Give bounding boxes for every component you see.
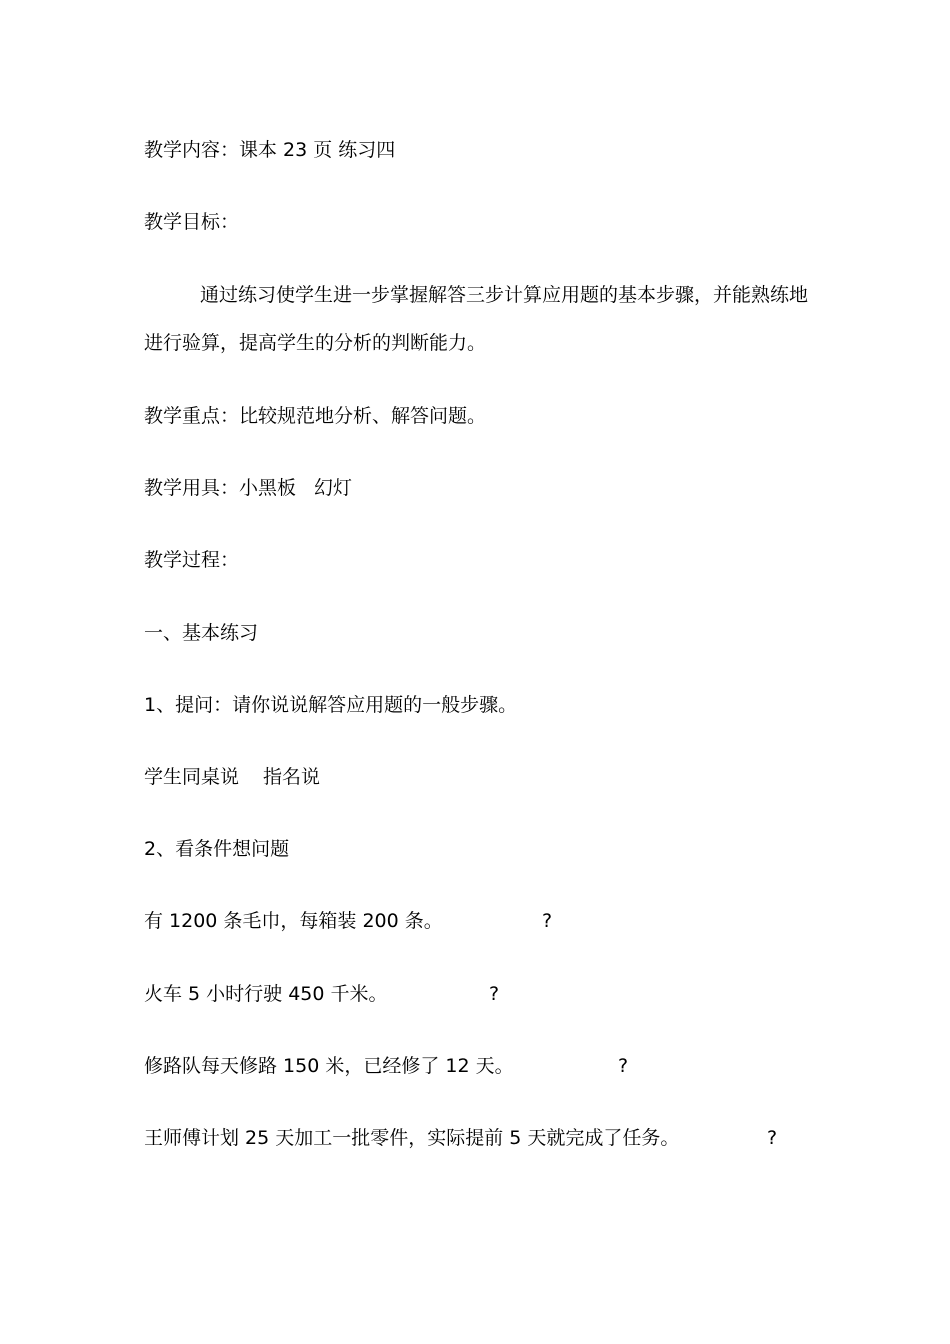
question-blank: ?: [767, 1127, 778, 1149]
section-heading: 一、基本练习: [144, 622, 259, 644]
teaching-tools: [144, 476, 352, 500]
exercise-item-1: 1、提问：请你说说解答应用题的一般步骤。: [144, 694, 518, 716]
followup-b: 指名说: [263, 766, 321, 788]
teaching-content: 教学内容：课本 23 页 练习四: [144, 139, 396, 161]
question-blank: ?: [542, 910, 553, 932]
tools-item: 幻灯: [314, 477, 353, 499]
process-heading: 教学过程：: [144, 549, 240, 571]
exercise-item-2: 2、看条件想问题: [144, 838, 290, 860]
objective-text-line-1: 通过练习使学生进一步掌握解答三步计算应用题的基本步骤，并能熟练地: [200, 284, 809, 306]
key-points: 教学重点：比较规范地分析、解答问题。: [144, 405, 487, 427]
condition-line: 火车 5 小时行驶 450 千米。: [144, 983, 388, 1005]
exercise-item-1-followup: [144, 765, 320, 789]
condition-line: 有 1200 条毛巾，每箱装 200 条。: [144, 910, 443, 932]
question-blank: ?: [618, 1055, 629, 1077]
tools-label: 教学用具：小黑板: [144, 477, 297, 499]
followup-a: 学生同桌说: [144, 766, 240, 788]
condition-line: 王师傅计划 25 天加工一批零件，实际提前 5 天就完成了任务。: [144, 1127, 680, 1149]
objective-text-line-2: 进行验算，提高学生的分析的判断能力。: [144, 332, 487, 354]
objective-heading: 教学目标：: [144, 211, 240, 233]
condition-line: 修路队每天修路 150 米，已经修了 12 天。: [144, 1055, 514, 1077]
question-blank: ?: [489, 983, 500, 1005]
